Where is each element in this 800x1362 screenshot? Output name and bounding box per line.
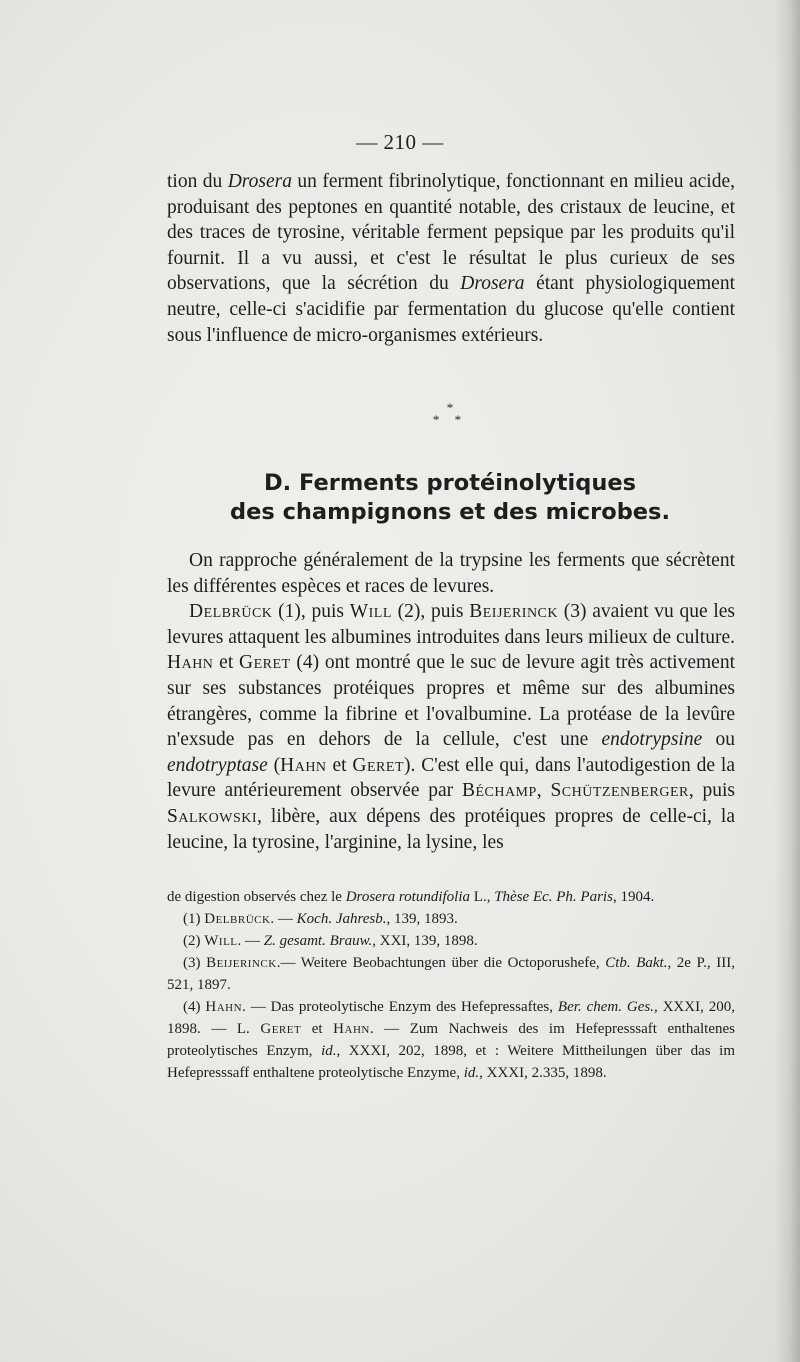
- text-run: , 139, 1893.: [386, 911, 458, 927]
- author-name: Hahn: [333, 1021, 370, 1037]
- section-heading-line2: des champignons et des microbes.: [229, 499, 670, 525]
- italic-term: Z. gesamt. Brauw.: [263, 933, 373, 949]
- italic-term: Ber. chem. Ges.: [557, 999, 654, 1015]
- author-name: Béchamp: [461, 780, 537, 802]
- text-run: (1), puis: [272, 601, 350, 623]
- author-name: Geret: [260, 1021, 302, 1037]
- footnote-number: (3): [183, 955, 207, 971]
- footnote-number: (2): [183, 933, 205, 949]
- text-run: .— Weitere Beobachtungen über die Octoporushefe,: [276, 955, 606, 971]
- page-gutter-shadow: [774, 0, 800, 1362]
- text-run: , XXI, 139, 1898.: [372, 933, 478, 949]
- text-run: , 2e P., III, 521, 1897.: [167, 955, 735, 993]
- author-name: Beijerinck: [206, 955, 277, 971]
- italic-term: endotryptase: [167, 754, 268, 776]
- text-run: . — Zum Nachweis des im Hefepresssaft enthaltenes proteolytisches Enzym,: [167, 1021, 735, 1059]
- asterism-bottom: * *: [432, 412, 468, 427]
- footnote-1: [167, 908, 735, 930]
- italic-term: endotrypsine: [601, 729, 703, 751]
- paragraph-proteases: [167, 599, 735, 855]
- text-run: un ferment fibrinolytique, fonctionnant en milieu acide, produisant des peptones en quantité notable, des cristaux de leucine, et des traces de tyrosine, véritable ferment pepsique par les produits qu'il fournit. Il a vu aussi, et c'est le résultat le plus curieux de ses observations, que la sécrétion du: [167, 171, 735, 295]
- text-run: (2), puis: [391, 601, 470, 623]
- text-run: , puis: [688, 780, 736, 802]
- author-name: Hahn: [167, 652, 214, 674]
- text-run: (3) avaient vu que les levures attaquent les albumines introduites dans leurs milieux de culture.: [167, 601, 735, 648]
- footnote-continuation: [167, 886, 735, 908]
- author-name: Beijerinck: [469, 601, 558, 623]
- italic-term: id.: [321, 1043, 337, 1059]
- paragraph-levures: On rapproche généralement de la trypsine les ferments que sécrètent les différentes espèces et races de levures.: [167, 550, 735, 597]
- text-run: ,: [536, 780, 551, 802]
- text-run: étant physiologiquement neutre, celle-ci s'acidifie par fermentation du glucose qu'elle contient sous l'influence de micro-organismes extérieurs.: [167, 273, 735, 346]
- asterism-top: *: [446, 400, 454, 415]
- author-name: Delbrück: [204, 911, 271, 927]
- italic-term: Koch. Jahresb.: [296, 911, 387, 927]
- text-run: , XXXI, 202, 1898, et : Weitere Mittheilungen über das im Hefepresssaff enthaltene proteolytische Enzyme,: [167, 1043, 735, 1081]
- page-number: — 210 —: [356, 130, 444, 154]
- text-run: . —: [237, 933, 264, 949]
- author-name: Geret: [352, 754, 404, 776]
- text-run: (: [267, 754, 281, 776]
- footnote-2: [167, 930, 735, 952]
- author-name: Hahn: [205, 999, 243, 1015]
- text-run: , libère, aux dépens des protéiques propres de celle-ci, la leucine, la tyrosine, l'arginine, la lysine, les: [167, 805, 735, 853]
- text-run: et: [326, 754, 353, 776]
- author-name: Hahn: [280, 754, 327, 776]
- text-run: L.,: [470, 889, 495, 905]
- text-run: ). C'est elle qui, dans l'autodigestion de la levure antérieurement observée par: [167, 754, 735, 802]
- section-heading-line1: D. Ferments protéinolytiques: [263, 470, 637, 496]
- footnotes: [167, 886, 735, 1084]
- author-name: Schützenberger: [550, 780, 689, 802]
- footnote-number: (1): [183, 911, 205, 927]
- author-name: Salkowski: [167, 805, 258, 827]
- paragraph-drosera: [167, 169, 735, 348]
- asterism-divider: [0, 402, 800, 426]
- italic-term: Drosera rotundifolia: [345, 889, 471, 905]
- paragraph-text: [167, 169, 735, 348]
- footnote-number: (4): [183, 999, 206, 1015]
- section-heading: [150, 469, 750, 527]
- footnote-4: [167, 996, 735, 1084]
- text-run: tion du: [167, 171, 228, 192]
- text-run: et: [213, 652, 239, 674]
- author-name: Will: [204, 933, 238, 949]
- text-run: . — Das proteolytische Enzym des Hefepressaftes,: [242, 999, 558, 1015]
- text-run: (4) ont montré que le suc de levure agit très activement sur ses substances protéiques propres et même sur des albumines étrangères, comme la fibrine et l'ovalbumine. La protéase de la levûre n'exsude pas en dehors de la cellule, c'est une: [167, 652, 735, 751]
- section-body: [167, 548, 735, 855]
- italic-term: Thèse Ec. Ph. Paris: [494, 889, 613, 905]
- italic-term: id.: [463, 1065, 480, 1081]
- text-run: , XXXI, 200, 1898. — L.: [167, 999, 735, 1037]
- text-run: , 1904.: [612, 889, 655, 905]
- italic-term: Ctb. Bakt.: [605, 955, 668, 971]
- text-run: ou: [702, 729, 735, 751]
- text-run: . —: [270, 911, 297, 927]
- footnote-3: [167, 952, 735, 996]
- author-name: Delbrück: [189, 601, 273, 623]
- text-run: , XXXI, 2.335, 1898.: [479, 1065, 607, 1081]
- text-run: de digestion observés chez le: [167, 889, 346, 905]
- italic-term: Drosera: [227, 171, 292, 192]
- author-name: Geret: [239, 652, 291, 674]
- author-name: Will: [349, 601, 392, 623]
- text-run: et: [301, 1021, 334, 1037]
- italic-term: Drosera: [460, 273, 525, 295]
